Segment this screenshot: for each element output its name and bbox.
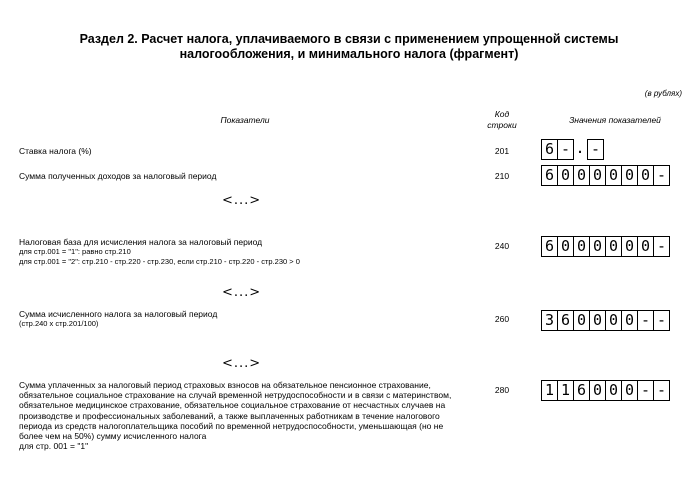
row-260-cell: - xyxy=(637,310,654,331)
row-210-code: 210 xyxy=(494,171,510,181)
row-210-cell: - xyxy=(653,165,670,186)
row-210-cell: 6 xyxy=(541,165,558,186)
omission-marker: <...> xyxy=(222,356,262,371)
header-code-line1: Код xyxy=(494,109,510,119)
row-201-decimal-point: . xyxy=(575,139,585,157)
header-code-line2: строки xyxy=(487,120,517,130)
row-260-code: 260 xyxy=(494,314,510,324)
row-260-cell: 3 xyxy=(541,310,558,331)
omission-marker: <...> xyxy=(222,285,262,300)
row-260-cells xyxy=(541,310,669,330)
row-201-code: 201 xyxy=(494,146,510,156)
row-201-cell: 6 xyxy=(541,139,558,160)
row-280-note-1: для стр. 001 = "1" xyxy=(19,441,89,452)
row-260-cell: 0 xyxy=(621,310,638,331)
row-240-cell: - xyxy=(653,236,670,257)
row-280-cell: 0 xyxy=(605,380,622,401)
row-280-cell: 0 xyxy=(621,380,638,401)
section-title: Раздел 2. Расчет налога, уплачиваемого в связи с применением упрощенной системы налогообложения, и минимального налога (фрагмент) xyxy=(79,32,619,61)
row-260-cell: 0 xyxy=(605,310,622,331)
row-240-cell: 6 xyxy=(541,236,558,257)
row-260-label-block xyxy=(19,309,217,329)
row-201-label: Ставка налога (%) xyxy=(19,146,92,156)
row-210-cell: 0 xyxy=(589,165,606,186)
row-210-cell: 0 xyxy=(637,165,654,186)
row-260-cell: 6 xyxy=(557,310,574,331)
row-240-label-block xyxy=(19,237,300,267)
row-260-cell: - xyxy=(653,310,670,331)
row-260-note-1: (стр.240 х стр.201/100) xyxy=(19,319,99,329)
row-260-label: Сумма исчисленного налога за налоговый период xyxy=(19,309,218,319)
row-280-code: 280 xyxy=(494,385,510,395)
row-210-label: Сумма полученных доходов за налоговый период xyxy=(19,171,217,181)
row-240-cell: 0 xyxy=(573,236,590,257)
row-201-cell: - xyxy=(557,139,574,160)
row-240-label: Налоговая база для исчисления налога за налоговый период xyxy=(19,237,263,247)
row-240-cell: 0 xyxy=(589,236,606,257)
row-240-cell: 0 xyxy=(621,236,638,257)
row-201-cells xyxy=(541,139,603,159)
row-201-cell: - xyxy=(587,139,604,160)
row-210-cell: 0 xyxy=(557,165,574,186)
row-210-cell: 0 xyxy=(605,165,622,186)
row-280-cell: - xyxy=(653,380,670,401)
row-280-cell: - xyxy=(637,380,654,401)
units-note: (в рублях) xyxy=(644,89,682,98)
row-280-label-block xyxy=(19,380,461,451)
row-260-cell: 0 xyxy=(573,310,590,331)
row-210-cell: 0 xyxy=(621,165,638,186)
header-values: Значения показателей xyxy=(569,115,661,125)
row-280-cells xyxy=(541,380,669,400)
row-280-cell: 1 xyxy=(557,380,574,401)
omission-marker: <...> xyxy=(222,193,262,208)
row-240-cell: 0 xyxy=(637,236,654,257)
header-code xyxy=(480,109,524,131)
row-280-cell: 1 xyxy=(541,380,558,401)
row-280-cell: 0 xyxy=(589,380,606,401)
row-280-cell: 6 xyxy=(573,380,590,401)
row-240-code: 240 xyxy=(494,241,510,251)
row-210-cell: 0 xyxy=(573,165,590,186)
row-240-cells xyxy=(541,236,669,256)
row-210-cells xyxy=(541,165,669,185)
row-240-note-1: для стр.001 = "1": равно стр.210 xyxy=(19,247,131,257)
header-indicators: Показатели xyxy=(220,115,270,125)
row-240-cell: 0 xyxy=(557,236,574,257)
row-240-cell: 0 xyxy=(605,236,622,257)
row-280-label: Сумма уплаченных за налоговый период страховых взносов на обязательное пенсионное страхование, обязательное социальное страхование на случай временной нетрудоспособности и в связи с материнством, обязательное медицинское страхование, обязательное социальное страхование от несчастных случаев на производстве и профессиональных заболеваний, а также выплаченных работникам в течение налогового периода из средств налогоплательщика пособий по временной нетрудоспособности, уменьшающая (но не более чем на 50%) сумму исчисленного налога xyxy=(19,380,452,442)
row-240-note-2: для стр.001 = "2": стр.210 - стр.220 - стр.230, если стр.210 - стр.220 - стр.230 > 0 xyxy=(19,257,300,267)
row-260-cell: 0 xyxy=(589,310,606,331)
